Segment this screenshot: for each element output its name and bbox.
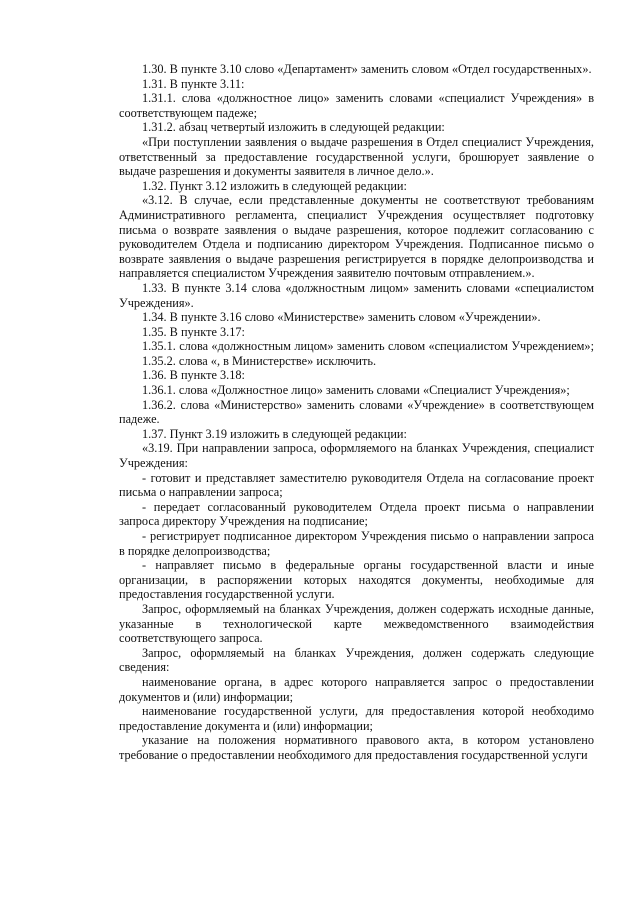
paragraph: 1.36.2. слова «Министерство» заменить словами «Учреждение» в соответствующем падеже. [119,397,594,427]
paragraph: наименование органа, в адрес которого направляется запрос о предоставлении документов и (или) информации; [119,674,594,704]
paragraph: - готовит и представляет заместителю руководителя Отдела на согласование проект письма о направлении запроса; [119,470,594,500]
paragraph: - направляет письмо в федеральные органы государственной власти и иные организации, в распоряжении которых находятся документы, необходимые для предоставления государственной услуги. [119,558,594,602]
document-body [119,62,594,763]
paragraph: Запрос, оформляемый на бланках Учреждения, должен содержать следующие сведения: [119,645,594,675]
paragraph: «3.19. При направлении запроса, оформляемого на бланках Учреждения, специалист Учреждения: [119,441,594,471]
paragraph: 1.34. В пункте 3.16 слово «Министерстве» заменить словом «Учреждении». [142,310,541,325]
paragraph: «При поступлении заявления о выдаче разрешения в Отдел специалист Учреждения, ответственный за предоставление государственной услуги, брошюрует заявление о выдаче разрешения и документы заявителя в личное дело.». [119,134,594,179]
paragraph: 1.35.2. слова «, в Министерстве» исключить. [142,353,377,368]
paragraph: 1.31. В пункте 3.11: [142,76,245,91]
paragraph: указание на положения нормативного правового акта, в котором установлено требование о предоставлении необходимого для предоставления государственной услуги [119,733,594,762]
paragraph: 1.36.1. слова «Должностное лицо» заменить словами «Специалист Учреждения»; [142,383,570,398]
paragraph: 1.31.1. слова «должностное лицо» заменить словами «специалист Учреждения» в соответствующем падеже; [119,91,594,120]
paragraph: 1.32. Пункт 3.12 изложить в следующей редакции: [142,178,407,193]
paragraph: наименование государственной услуги, для предоставления которой необходимо предоставление документа и (или) информации; [119,704,594,733]
paragraph: 1.35.1. слова «должностным лицом» заменить словом «специалистом Учреждением»; [142,339,594,354]
paragraph: «3.12. В случае, если представленные документы не соответствуют требованиям Административного регламента, специалист Учреждения осуществляет подготовку письма о возврате заявления о выдаче разрешения, которое подлежит согласованию с руководителем Отдела и подписанию директором Учреждения. Подписанное письмо о возврате заявления о выдаче разрешения регистрируется в порядке делопроизводства и направляется специалистом Учреждения заявителю почтовым отправлением.». [119,193,594,281]
paragraph: 1.37. Пункт 3.19 изложить в следующей редакции: [142,426,407,441]
paragraph: 1.31.2. абзац четвертый изложить в следующей редакции: [142,120,445,135]
paragraph: 1.35. В пункте 3.17: [142,324,245,339]
paragraph: - регистрирует подписанное директором Учреждения письмо о направлении запроса в порядке делопроизводства; [119,529,594,558]
paragraph: 1.36. В пункте 3.18: [142,368,245,383]
paragraph: 1.33. В пункте 3.14 слова «должностным лицом» заменить словами «специалистом Учреждения». [119,280,594,310]
paragraph: Запрос, оформляемый на бланках Учреждения, должен содержать исходные данные, указанные в технологической карте межведомственного взаимодействия соответствующего запроса. [119,601,594,646]
paragraph: - передает согласованный руководителем Отдела проект письма о направлении запроса директору Учреждения на подписание; [119,499,594,529]
paragraph: 1.30. В пункте 3.10 слово «Департамент» заменить словом «Отдел государственных». [142,62,592,76]
